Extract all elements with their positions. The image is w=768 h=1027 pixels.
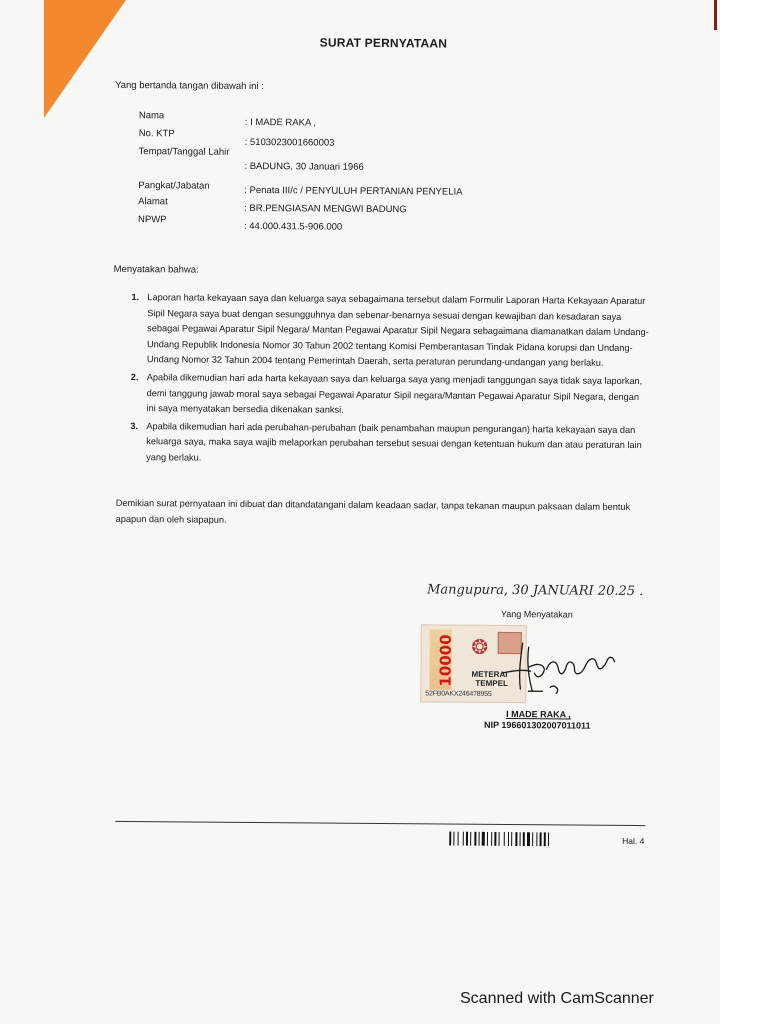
barcode-bar: [523, 832, 525, 846]
barcode-bar: [548, 832, 549, 846]
field-value: : BADUNG, 30 Januari 1966: [244, 160, 364, 173]
barcode-bar: [536, 832, 537, 846]
signer-caption: Yang Menyatakan: [500, 608, 573, 620]
place-date-handwritten: Mangupura, 30 JANUARI 20.25 .: [427, 582, 644, 600]
field-label: NPWP: [137, 214, 167, 226]
field-value: : Penata III/c / PENYULUH PERTANIAN PENYELIA: [244, 184, 463, 198]
item-number: 2.: [130, 372, 139, 383]
barcode-bar: [504, 832, 505, 846]
barcode-bar: [470, 832, 471, 846]
field-label: Pangkat/Jabatan: [138, 180, 210, 192]
closing-paragraph: Demikian surat pernyataan ini dibuat dan ditandatangani dalam keadaan sadar, tanpa tekanan maupun paksaan dalam bentuk apapun dan oleh siapapun.: [115, 497, 631, 525]
field-value: : I MADE RAKA ,: [244, 116, 317, 129]
barcode-bar: [463, 832, 464, 846]
document-title: SURAT PERNYATAAN: [319, 35, 448, 51]
stamp-serial: 52FB0AKX246478955: [425, 690, 492, 698]
list-item: [130, 419, 648, 470]
barcode-bar: [532, 832, 533, 846]
field-label: Alamat: [138, 196, 168, 208]
item-text: Apabila dikemudian hari ada perubahan-perubahan (baik penambahan maupun pengurangan) harta kekayaan saya dan keluarga saya, maka saya wajib melaporkan perubahan tersebut sesuai dengan ketentuan hukum dan atau peraturan lain yang berlaku.: [146, 420, 642, 463]
item-number: 1.: [131, 292, 140, 303]
list-item: [131, 290, 650, 372]
page-number: Hal. 4: [622, 835, 645, 847]
barcode-bar: [453, 832, 454, 846]
barcode-bar: [511, 832, 512, 846]
statement-list: [130, 290, 649, 472]
barcode-bar: [487, 832, 488, 846]
field-label: Nama: [138, 110, 165, 122]
barcode-bar: [499, 832, 500, 846]
barcode-bar: [482, 832, 485, 846]
barcode-bar: [515, 832, 517, 846]
barcode-bar: [540, 832, 542, 846]
item-number: 3.: [130, 420, 139, 431]
barcode-bar: [527, 832, 530, 846]
list-item: [130, 370, 648, 421]
statement-heading: Menyatakan bahwa:: [113, 263, 199, 276]
barcode-bar: [474, 832, 476, 846]
barcode-bar: [494, 832, 496, 846]
footer-divider: [115, 821, 645, 826]
item-text: Apabila dikemudian hari ada harta kekayaan saya dan keluarga saya yang menjadi tanggungan saya tidak saya laporkan, demi tanggung jawab moral saya sebagai Pegawai Aparatur Sipil negara/Mantan Pegawai Aparatur Sipil Negara, dengan ini saya menyatakan bersedia dikenakan sanksi.: [146, 372, 643, 415]
intro-text: Yang bertanda tangan dibawah ini :: [115, 79, 264, 93]
signer-nip: NIP 196601302007011011: [484, 719, 591, 731]
barcode-bar: [544, 832, 546, 846]
barcode-bar: [449, 832, 451, 846]
barcode-bar: [466, 832, 468, 846]
handwritten-signature: [498, 633, 617, 700]
barcode-bar: [508, 832, 509, 846]
stamp-label-line1: METERAI: [471, 669, 508, 680]
field-value: : BR.PENGIASAN MENGWI BADUNG: [244, 202, 407, 216]
item-text: Laporan harta kekayaan saya dan keluarga saya sebagaimana tersebut dalam Formulir Laporan Harta Kekayaan Aparatur Sipil Negara saya buat dengan sesungguhnya dan sebenar-benarnya sesuai dengan kewajiban dan kesadaran saya sebagai Pegawai Aparatur Sipil Negara/ Mantan Pegawai Aparatur Sipil Negara sebagaimana diamanatkan dalam Undang-Undang Republik Indonesia Nomor 30 Tahun 2002 tentang Komisi Pemberantasan Tindak Pidana korupsi dan Undang-Undang Nomor 32 Tahun 2004 tentang Pemerintah Daerah, serta peraturan perundang-undangan yang berlaku.: [146, 292, 649, 369]
barcode-bar: [520, 832, 521, 846]
barcode-bar: [458, 832, 459, 846]
barcode-bar: [491, 832, 492, 846]
camscanner-watermark: Scanned with CamScanner: [460, 990, 654, 1007]
barcode-icon: [449, 832, 609, 847]
field-value: : 5103023001660003: [244, 136, 335, 149]
field-value: : 44.000.431.5-906.000: [243, 220, 343, 233]
stamp-value: 10000: [436, 634, 455, 687]
barcode-bar: [479, 832, 480, 846]
field-label: Tempat/Tanggal Lahir: [138, 146, 230, 158]
field-label: No. KTP: [138, 128, 175, 140]
signer-name: I MADE RAKA ,: [506, 708, 571, 720]
stamp-label-line2: TEMPEL: [475, 678, 508, 689]
garuda-emblem-icon: ❂: [471, 636, 489, 659]
